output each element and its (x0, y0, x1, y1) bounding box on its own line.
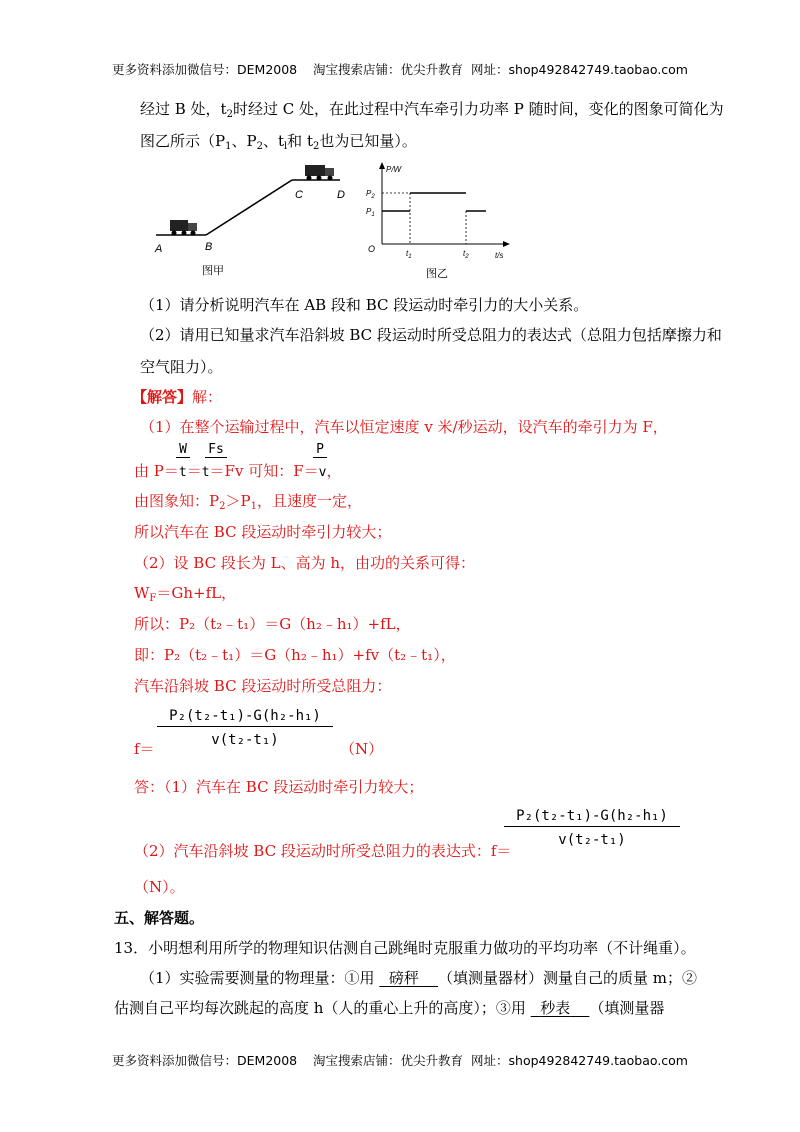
question-2-line-2: 空气阻力）。 (140, 358, 223, 376)
frac-p-denominator: v (318, 465, 327, 480)
yi-t2-label: $t_2$ (463, 249, 469, 260)
answer-step-3: 由图象知：$P_2>P_1$，且速度一定， (134, 492, 362, 512)
yi-origin: O (368, 244, 376, 254)
figure-jia-caption: 图甲 (202, 265, 224, 277)
question-13-part-2: 估测自己平均每次跳起的高度 h（人的重心上升的高度）；③用 秒表 （填测量器 (114, 999, 665, 1017)
blank-stopwatch: 秒表 (540, 999, 571, 1017)
intro-line-1: 经过 B 处，$t_2$时经过 C 处，在此过程中汽车牵引力功率 P 随时间，变化的图象可简化为 (140, 100, 724, 120)
point-a-label: A (155, 243, 163, 255)
header-wechat: 更多资料添加微信号：DEM2008 (112, 62, 298, 77)
question-13-part-1: （1）实验需要测量的物理量：①用 磅秤 （填测量器材）测量自己的质量 m；② (140, 969, 697, 987)
point-c-label: C (295, 189, 303, 201)
question-13: 13．小明想利用所学的物理知识估测自己跳绳时克服重力做功的平均功率（不计绳重）。 (114, 939, 696, 957)
answer-step-4: 所以汽车在 BC 段运动时牵引力较大； (134, 523, 392, 541)
yi-xlabel: t/s (495, 251, 504, 260)
frac-p-numerator: P (313, 442, 327, 458)
footer-site: 网址：shop492842749.taobao.com (471, 1053, 688, 1068)
answer-step-6: $W_F=Gh+fL$， (134, 584, 237, 604)
yi-p1-label: $P_1$ (366, 207, 375, 218)
frac-fs-numerator: Fs (205, 442, 227, 458)
header-site: 网址：shop492842749.taobao.com (471, 62, 688, 77)
page-header (0, 60, 800, 78)
f-denominator-2: v(t₂-t₁) (558, 832, 626, 848)
figure-jia (150, 162, 360, 280)
answer-step-8: 即：P₂（t₂﹣t₁）＝G（h₂﹣h₁）+fv（t₂﹣t₁）， (134, 646, 456, 664)
f-unit: （N） (340, 740, 384, 758)
frac-fs-denominator: t (201, 465, 210, 480)
answer-step-5: （2）设 BC 段长为 L、高为 h，由功的关系可得： (134, 554, 476, 572)
f-numerator: P₂(t₂-t₁)-G(h₂-h₁) (157, 706, 333, 727)
figure-yi (360, 160, 520, 284)
answer-step-9: 汽车沿斜坡 BC 段运动时所受总阻力： (134, 677, 392, 695)
yi-p2-label: $P_2$ (366, 189, 375, 200)
blank-scale: 磅秤 (388, 969, 419, 987)
answer-final-unit: （N）。 (134, 878, 185, 896)
point-b-label: B (205, 241, 213, 253)
frac-w-denominator: t (178, 465, 187, 480)
frac-w-numerator: W (176, 442, 190, 458)
answer-step-2: 由 P＝t＝t＝Fv 可知：F＝v， (134, 462, 342, 480)
header-shop: 淘宝搜索店铺：优尖升教育 (313, 62, 464, 77)
f-label: f＝ (134, 740, 155, 758)
footer-wechat: 更多资料添加微信号：DEM2008 (112, 1053, 298, 1068)
question-1: （1）请分析说明汽车在 AB 段和 BC 段运动时牵引力的大小关系。 (140, 296, 589, 314)
footer-shop: 淘宝搜索店铺：优尖升教育 (313, 1053, 464, 1068)
f-numerator-2: P₂(t₂-t₁)-G(h₂-h₁) (504, 806, 680, 827)
answer-step-7: 所以：P₂（t₂﹣t₁）＝G（h₂﹣h₁）+fL， (134, 615, 411, 633)
answer-final-2: （2）汽车沿斜坡 BC 段运动时所受总阻力的表达式：f＝ (134, 842, 512, 860)
section-5-title: 五、解答题。 (114, 909, 205, 927)
answer-step-1: （1）在整个运输过程中，汽车以恒定速度 v 米/秒运动，设汽车的牵引力为 F， (140, 418, 668, 436)
truck-icon-cd (305, 165, 334, 181)
f-denominator: v(t₂-t₁) (211, 732, 279, 748)
yi-t1-label: $t_1$ (406, 249, 412, 260)
question-2-line-1: （2）请用已知量求汽车沿斜坡 BC 段运动时所受总阻力的表达式（总阻力包括摩擦力和 (140, 326, 722, 344)
answer-final-1: 答：（1）汽车在 BC 段运动时牵引力较大； (134, 778, 424, 796)
answer-tag: 【解答】解： (132, 388, 223, 406)
yi-ylabel: P/W (386, 165, 402, 174)
page-footer (0, 1051, 800, 1069)
truck-icon-ab (170, 220, 197, 236)
intro-line-2: 图乙所示（$P_1$、$P_2$、$t_l$和 $t_2$也为已知量）。 (140, 132, 417, 152)
point-d-label: D (337, 189, 345, 201)
figure-yi-caption: 图乙 (426, 268, 448, 280)
